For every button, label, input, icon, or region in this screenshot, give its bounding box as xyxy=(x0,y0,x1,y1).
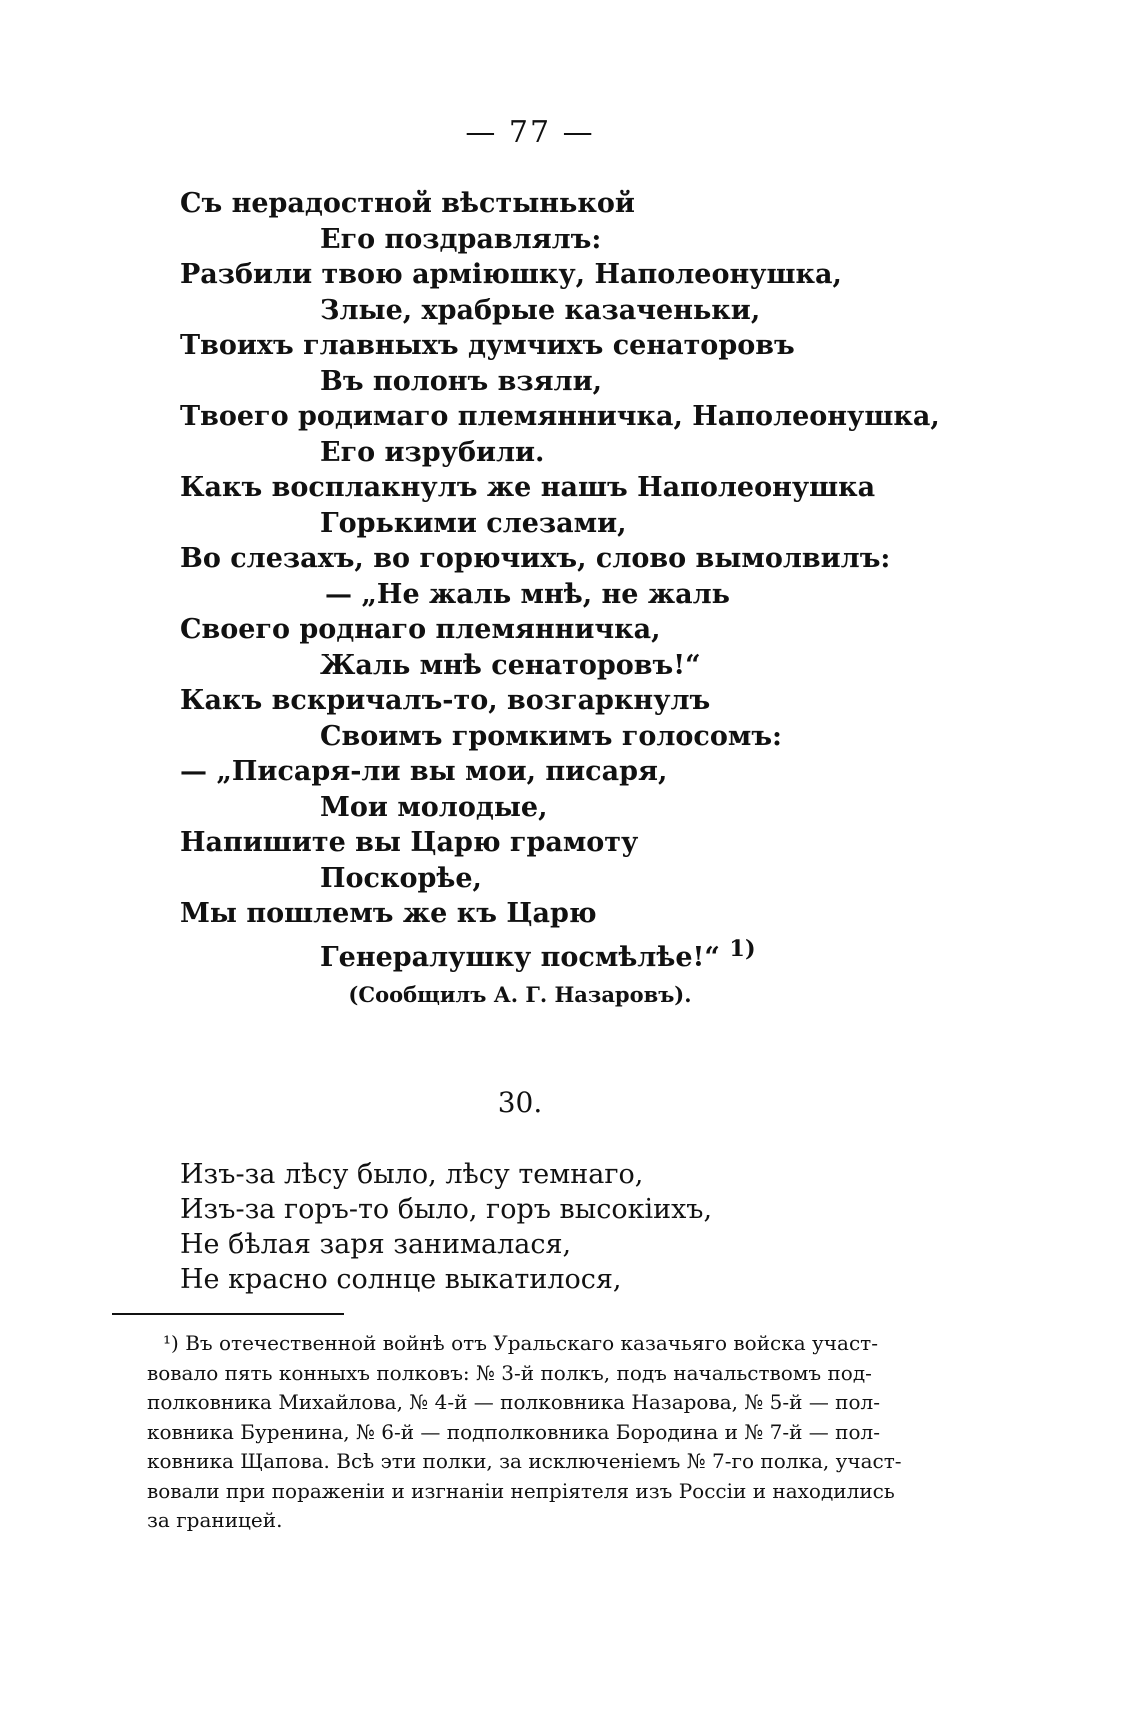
footnote-marker: ¹) xyxy=(163,1331,179,1355)
footnote-line: ковника Щапова. Всѣ эти полки, за исключеніемъ № 7-го полка, участ- xyxy=(147,1449,902,1473)
poem-line: Разбили твою арміюшку, Наполеонушка, xyxy=(180,259,842,290)
footnote-line: полковника Михайлова, № 4-й — полковника Назарова, № 5-й — пол- xyxy=(147,1390,881,1414)
poem-line: Жаль мнѣ сенаторовъ!“ xyxy=(320,649,701,681)
poem-line: Не бѣлая заря занималася, xyxy=(180,1229,572,1260)
poem-line: Не красно солнце выкатилося, xyxy=(180,1264,622,1295)
footnote-line: вовало пять конныхъ полковъ: № 3-й полкъ, подъ начальствомъ под- xyxy=(147,1360,872,1385)
page-number: — 77 — xyxy=(465,115,595,150)
poem-29 xyxy=(180,186,940,973)
footnote xyxy=(147,1329,937,1536)
poem-line: Мои молодые, xyxy=(320,791,548,823)
poem-30 xyxy=(180,1157,712,1297)
credit-line: (Сообщилъ А. Г. Назаровъ). xyxy=(348,982,692,1007)
poem-line: Твоего родимаго племянничка, Наполеонушка, xyxy=(180,401,940,432)
poem-line: Изъ-за лѣсу было, лѣсу темнаго, xyxy=(180,1159,644,1190)
poem-line: Съ нерадостной вѣстынькой xyxy=(180,188,635,219)
footnote-divider xyxy=(112,1313,344,1315)
poem-line: Злые, храбрые казаченьки, xyxy=(320,294,761,326)
poem-line: Горькими слезами, xyxy=(320,507,627,539)
poem-line: Своимъ громкимъ голосомъ: xyxy=(320,720,783,752)
footnote-line: вовали при пораженіи и изгнаніи непріятеля изъ Россіи и находились xyxy=(147,1478,895,1503)
poem-line: Во слезахъ, во горючихъ, слово вымолвилъ: xyxy=(180,543,891,574)
poem-line: Въ полонъ взяли, xyxy=(320,365,603,397)
section-number: 30. xyxy=(497,1086,543,1119)
poem-line: Его изрубили. xyxy=(320,436,545,468)
poem-line: Какъ вскричалъ-то, возгаркнулъ xyxy=(180,685,711,716)
poem-line: Напишите вы Царю грамоту xyxy=(180,827,639,858)
poem-line: — „Не жаль мнѣ, не жаль xyxy=(325,578,730,610)
poem-line: Мы пошлемъ же къ Царю xyxy=(180,898,597,929)
poem-line: Своего роднаго племянничка, xyxy=(180,614,661,645)
footnote-line: ковника Буренина, № 6-й — подполковника Бородина и № 7-й — пол- xyxy=(147,1419,880,1444)
poem-line: Поскорѣе, xyxy=(320,862,482,894)
footnote-reference: 1) xyxy=(729,935,756,962)
footnote-line: за границей. xyxy=(147,1508,283,1532)
poem-line: Его поздравлялъ: xyxy=(320,223,602,255)
poem-line: — „Писаря-ли вы мои, писаря, xyxy=(180,756,668,787)
poem-line xyxy=(180,932,940,973)
poem-line-text: Генералушку посмѣлѣе!“ xyxy=(320,941,720,973)
poem-line: Какъ восплакнулъ же нашъ Наполеонушка xyxy=(180,472,876,503)
poem-line: Твоихъ главныхъ думчихъ сенаторовъ xyxy=(180,330,795,361)
poem-line: Изъ-за горъ-то было, горъ высокіихъ, xyxy=(180,1194,713,1225)
footnote-line-text: Въ отечественной войнѣ отъ Уральскаго казачьяго войска участ- xyxy=(185,1331,878,1355)
footnote-line xyxy=(147,1329,937,1359)
